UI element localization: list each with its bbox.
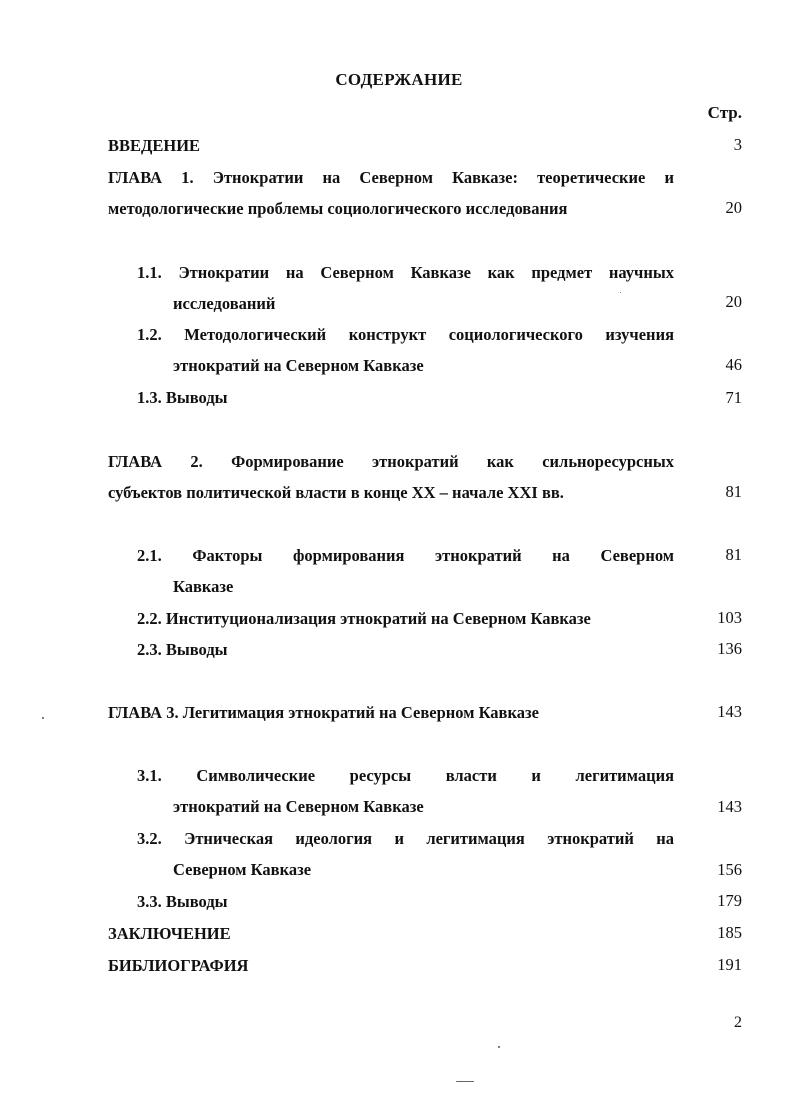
scan-speck (620, 292, 621, 293)
toc-page-number: 46 (725, 355, 742, 374)
toc-page-number: 81 (725, 482, 742, 501)
toc-entry-line: ГЛАВА 2. Формирование этнократий как сильноресурсных (108, 452, 674, 471)
scan-mark (456, 1081, 474, 1082)
toc-section-number: 2.2. (137, 609, 162, 628)
toc-entry-line (137, 540, 674, 571)
toc-entry-section-1-3 (137, 382, 674, 413)
toc-entry-section-3-3 (137, 886, 674, 917)
toc-section-number: 2.1. (137, 546, 162, 565)
toc-entry-chapter-1 (108, 162, 674, 224)
toc-section-number: 3.1. (137, 766, 162, 785)
toc-entry-line (137, 886, 674, 917)
toc-entry-line (137, 319, 674, 350)
toc-entry-line: Северном Кавказе (173, 860, 312, 879)
toc-entry-label: Выводы (165, 388, 228, 407)
page-column-header: Стр. (707, 103, 742, 122)
scan-speck (498, 1046, 500, 1048)
toc-section-number: 1.1. (137, 263, 162, 282)
toc-page-number: 179 (717, 891, 742, 910)
toc-entry-line (137, 603, 697, 634)
toc-entry-chapter-2 (108, 446, 674, 508)
toc-entry-line: ГЛАВА 1. Этнократии на Северном Кавказе: теоретические и (108, 168, 674, 187)
toc-entry-label: Выводы (165, 640, 228, 659)
toc-entry-line (137, 382, 674, 413)
toc-entry-label: БИБЛИОГРАФИЯ (108, 956, 249, 975)
toc-page-number: 81 (725, 545, 742, 564)
toc-entry-line: методологические проблемы социологического исследования (108, 199, 568, 218)
toc-entry-section-3-2 (137, 823, 674, 885)
toc-entry-line (137, 760, 674, 791)
toc-page-number: 143 (717, 702, 742, 721)
toc-page-number: 191 (717, 955, 742, 974)
toc-entry-section-2-1 (137, 540, 674, 602)
toc-entry-chapter-3 (108, 697, 674, 728)
toc-entry-line (137, 257, 674, 288)
scan-speck (42, 717, 44, 719)
toc-entry-section-1-2 (137, 319, 674, 381)
toc-page-number: 103 (717, 608, 742, 627)
toc-entry-label: Символические ресурсы власти и легитимация (196, 766, 675, 785)
toc-entry-line: исследований (173, 294, 276, 313)
toc-entry-label: Методологический конструкт социологического изучения (184, 325, 674, 344)
toc-entry-label: Этнократии на Северном Кавказе как предмет научных (178, 263, 674, 282)
toc-entry-label: Выводы (165, 892, 228, 911)
page-number: 2 (734, 1014, 742, 1031)
toc-page-number: 136 (717, 639, 742, 658)
toc-entry-bibliography (108, 950, 668, 981)
toc-page-number: 20 (725, 198, 742, 217)
toc-section-number: 3.3. (137, 892, 162, 911)
toc-entry-section-1-1 (137, 257, 674, 319)
toc-page-number: 143 (717, 797, 742, 816)
toc-entry-line (137, 823, 674, 854)
toc-entry-line (137, 634, 674, 665)
toc-entry-label: Этническая идеология и легитимация этнократий на (184, 829, 674, 848)
toc-page-number: 71 (725, 388, 742, 407)
toc-section-number: 1.3. (137, 388, 162, 407)
toc-page-number: 185 (717, 923, 742, 942)
toc-entry-line: этнократий на Северном Кавказе (173, 797, 424, 816)
toc-entry-line: Кавказе (173, 577, 234, 596)
page-title: СОДЕРЖАНИЕ (335, 70, 463, 89)
toc-entry-line: субъектов политической власти в конце XX – начале XXI вв. (108, 483, 564, 502)
toc-entry-conclusion (108, 918, 668, 949)
toc-entry-section-3-1 (137, 760, 674, 822)
toc-entry-line: этнократий на Северном Кавказе (173, 356, 424, 375)
toc-entry-section-2-2 (137, 603, 697, 634)
toc-entry-label: ВВЕДЕНИЕ (108, 136, 201, 155)
toc-page-number: 156 (717, 860, 742, 879)
toc-page-number: 20 (725, 292, 742, 311)
toc-entry-line: ГЛАВА 3. Легитимация этнократий на Северном Кавказе (108, 703, 539, 722)
toc-entry-introduction (108, 130, 668, 161)
toc-section-number: 3.2. (137, 829, 162, 848)
toc-entry-label: Факторы формирования этнократий на Северном (192, 546, 674, 565)
toc-section-number: 1.2. (137, 325, 162, 344)
toc-section-number: 2.3. (137, 640, 162, 659)
toc-entry-label: Институционализация этнократий на Северном Кавказе (165, 609, 591, 628)
toc-page-number: 3 (733, 135, 742, 154)
toc-entry-section-2-3 (137, 634, 674, 665)
toc-entry-label: ЗАКЛЮЧЕНИЕ (108, 924, 231, 943)
